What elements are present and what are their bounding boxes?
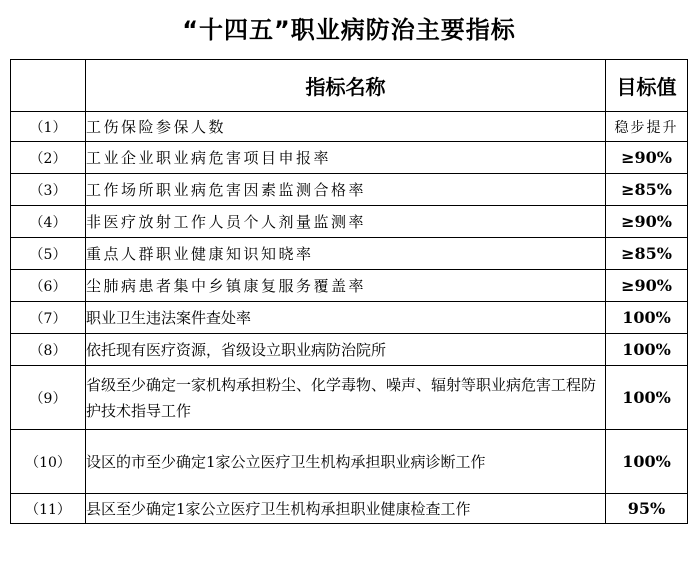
row-number: （2） bbox=[11, 142, 86, 174]
row-number: （5） bbox=[11, 238, 86, 270]
row-number: （1） bbox=[11, 112, 86, 142]
table-row bbox=[11, 142, 688, 174]
table-row bbox=[11, 334, 688, 366]
target-value: ≥90% bbox=[606, 206, 688, 238]
table-row bbox=[11, 302, 688, 334]
indicator-table bbox=[10, 59, 688, 524]
table-row bbox=[11, 494, 688, 524]
row-number: （7） bbox=[11, 302, 86, 334]
target-value: ≥90% bbox=[606, 142, 688, 174]
target-value: 100% bbox=[606, 430, 688, 494]
indicator-name: 职业卫生违法案件查处率 bbox=[86, 302, 606, 334]
table-row bbox=[11, 174, 688, 206]
header-number-cell bbox=[11, 60, 86, 112]
row-number: （8） bbox=[11, 334, 86, 366]
row-number: （6） bbox=[11, 270, 86, 302]
indicator-name: 重点人群职业健康知识知晓率 bbox=[86, 238, 606, 270]
indicator-name: 县区至少确定1家公立医疗卫生机构承担职业健康检查工作 bbox=[86, 494, 606, 524]
table-row bbox=[11, 206, 688, 238]
indicator-name: 依托现有医疗资源，省级设立职业病防治院所 bbox=[86, 334, 606, 366]
target-value: 100% bbox=[606, 366, 688, 430]
target-value: ≥90% bbox=[606, 270, 688, 302]
table-row bbox=[11, 366, 688, 430]
table-row bbox=[11, 430, 688, 494]
row-number: （10） bbox=[11, 430, 86, 494]
page-title: “十四五”职业病防治主要指标 bbox=[182, 16, 516, 44]
row-number: （9） bbox=[11, 366, 86, 430]
table-row bbox=[11, 238, 688, 270]
target-value: 稳步提升 bbox=[606, 112, 688, 142]
indicator-name: 尘肺病患者集中乡镇康复服务覆盖率 bbox=[86, 270, 606, 302]
indicator-name: 非医疗放射工作人员个人剂量监测率 bbox=[86, 206, 606, 238]
indicator-name: 工伤保险参保人数 bbox=[86, 112, 606, 142]
target-value: 95% bbox=[606, 494, 688, 524]
target-value: ≥85% bbox=[606, 174, 688, 206]
table-row bbox=[11, 270, 688, 302]
target-value: 100% bbox=[606, 334, 688, 366]
header-name-cell: 指标名称 bbox=[86, 60, 606, 112]
indicator-name: 工作场所职业病危害因素监测合格率 bbox=[86, 174, 606, 206]
target-value: ≥85% bbox=[606, 238, 688, 270]
header-row bbox=[11, 60, 688, 112]
target-value: 100% bbox=[606, 302, 688, 334]
row-number: （4） bbox=[11, 206, 86, 238]
row-number: （3） bbox=[11, 174, 86, 206]
indicator-name: 设区的市至少确定1家公立医疗卫生机构承担职业病诊断工作 bbox=[86, 430, 606, 494]
table-row bbox=[11, 112, 688, 142]
header-value-cell: 目标值 bbox=[606, 60, 688, 112]
row-number: （11） bbox=[11, 494, 86, 524]
indicator-name: 省级至少确定一家机构承担粉尘、化学毒物、噪声、辐射等职业病危害工程防护技术指导工作 bbox=[86, 366, 606, 430]
indicator-name: 工业企业职业病危害项目申报率 bbox=[86, 142, 606, 174]
